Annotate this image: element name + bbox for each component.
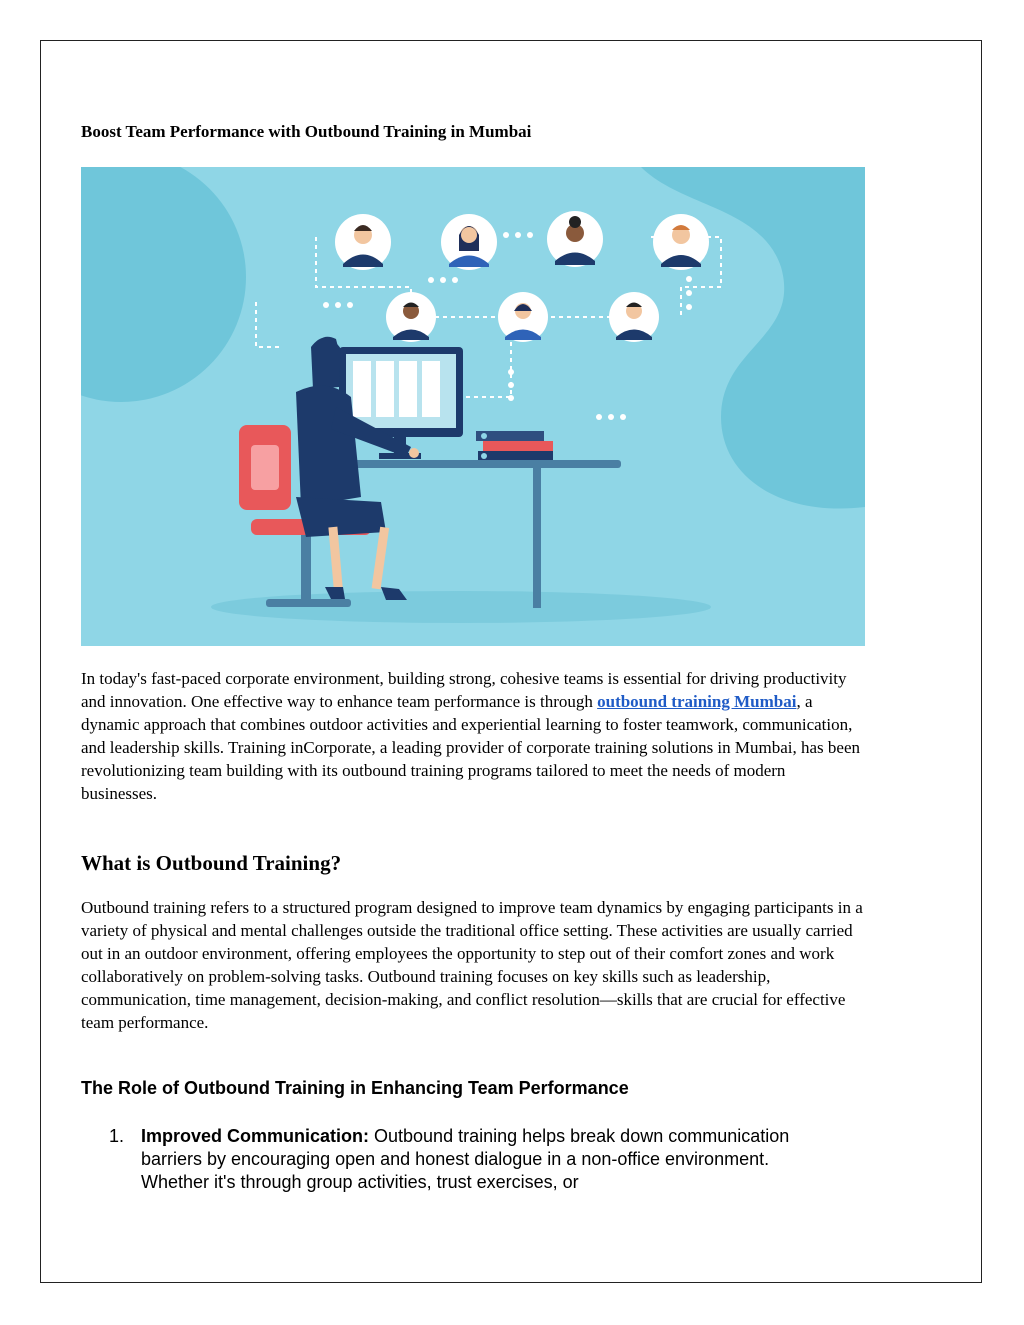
intro-text-before: In today's fast-paced corporate environment, building strong, cohesive teams is essential for driving productivity and innovation. One effective way to enhance team performance is through (81, 669, 847, 711)
list-item-number: 1. (109, 1126, 125, 1146)
list-item-lead: Improved Communication: (141, 1126, 370, 1146)
outbound-training-link[interactable]: outbound training Mumbai (597, 692, 797, 711)
list-item (109, 1125, 809, 1194)
hero-image (81, 167, 865, 646)
team-computer-illustration-icon (81, 167, 865, 646)
section-heading-what-is: What is Outbound Training? (81, 851, 342, 875)
list-item-text: Outbound training helps break down communication barriers by encouraging open and honest dialogue in a non-office environment. Whether it's through group activities, trust exercises, or (141, 1126, 790, 1192)
section-body-what-is: Outbound training refers to a structured program designed to improve team dynamics by engaging participants in a variety of physical and mental challenges outside the traditional office setting. These activities are usually carried out in an outdoor environment, offering employees the opportunity to step out of their comfort zones and work collaboratively on problem-solving tasks. Outbound training focuses on key skills such as leadership, communication, time management, decision-making, and conflict resolution—skills that are crucial for effective team performance. (81, 898, 863, 1032)
intro-text-after: , a dynamic approach that combines outdoor activities and experiential learning to foster teamwork, communication, and leadership skills. Training inCorporate, a leading provider of corporate training solutions in Mumbai, has been revolutionizing team building with its outbound training programs tailored to meet the needs of modern businesses. (81, 692, 861, 803)
document-title: Boost Team Performance with Outbound Training in Mumbai (81, 122, 532, 141)
section-heading-role: The Role of Outbound Training in Enhancing Team Performance (81, 1078, 629, 1098)
benefits-list (109, 1125, 809, 1194)
intro-paragraph (81, 667, 865, 805)
